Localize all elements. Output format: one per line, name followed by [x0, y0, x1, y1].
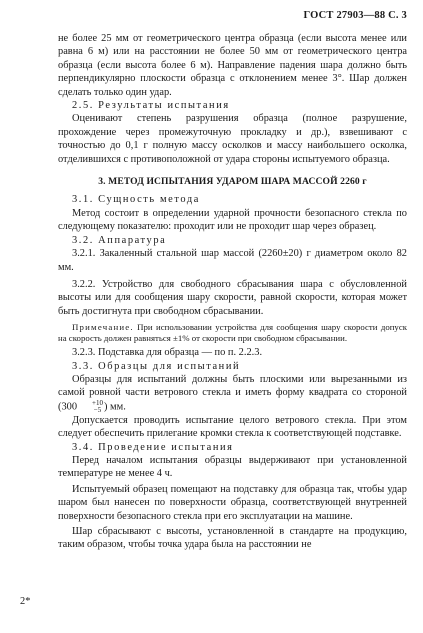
paragraph-3-3-c: Допускается проводить испытание целого ветрового стекла. При этом следует обеспечить прилегание кромки стекла к соответствующей подставке. — [58, 414, 407, 440]
section-3-title: 3. МЕТОД ИСПЫТАНИЯ УДАРОМ ШАРА МАССОЙ 2260 г — [98, 176, 367, 188]
heading-3-4: 3.4. Проведение испытания — [72, 441, 234, 453]
paragraph-2-5: Оценивают степень разрушения образца (полное разрушение, прохождение через промежуточную прокладку и др.), взвешивают с точностью до 0,1 г полную массу осколков и массу наибольшего осколка, отделившихся с противоположной от удара стороны испытуемого образца. — [58, 113, 407, 165]
paragraph-3-2-2: 3.2.2. Устройство для свободного сбрасывания шара с обусловленной высоты или для сообщения шару скорости, равной скорости, которая может быть достигнута при свободном сбрасывании. — [58, 278, 407, 317]
note — [58, 322, 407, 344]
paragraph-3-3-text: Образцы для испытаний должны быть плоскими или вырезанными из самой ровной части ветрового стекла и иметь форму квадрата со стороной (300 — [58, 373, 407, 413]
paragraph-3-2-3: 3.2.3. Подставка для образца — по п. 2.2.3. — [72, 347, 263, 359]
note-text: При использовании устройства для сообщения шару скорости допуск на скорость должен равняться ±1% от скорости при свободном сбрасывании. — [58, 322, 407, 344]
heading-3-2: 3.2. Аппаратура — [72, 234, 167, 246]
tolerance-lower: −5 — [93, 405, 102, 414]
paragraph-3-4-a: Перед началом испытания образцы выдерживают при установленной температуре не менее 4 ч. — [58, 454, 407, 480]
paragraph-3-3-unit: ) мм. — [104, 401, 126, 413]
paragraph-3-4-b: Испытуемый образец помещают на подставку для образца так, чтобы удар шаром был нанесен по поверхности образца, соответствующей внутренней поверхности безопасного стекла при его эксплуатации на машине. — [58, 483, 407, 522]
heading-2-5: 2.5. Результаты испытания — [72, 100, 230, 112]
heading-3-1: 3.1. Сущность метода — [72, 194, 200, 206]
tolerance — [78, 400, 103, 414]
paragraph-continued: не более 25 мм от геометрического центра образца (если высота менее или равна 6 м) или на расстоянии не более 50 мм от геометрического центра образца (если высота более 6 м). Направление падения шара должно быть перпендикулярно плоскости образца с отклонением менее 3°. Шар должен сделать только один удар. — [58, 33, 407, 98]
paragraph-3-3 — [58, 373, 407, 414]
paragraph-3-2-1: 3.2.1. Закаленный стальной шар массой (2260±20) г диаметром около 82 мм. — [58, 248, 407, 273]
page-header: ГОСТ 27903—88 С. 3 — [303, 10, 407, 21]
page-body — [58, 32, 407, 552]
tolerance-upper: +10 — [92, 398, 103, 407]
paragraph-3-1: Метод состоит в определении ударной прочности безопасного стекла по следующему показателю: проходит или не проходит шар через образец. — [58, 207, 407, 233]
note-label: Примечание. — [72, 322, 134, 333]
heading-3-3: 3.3. Образцы для испытаний — [72, 360, 241, 372]
paragraph-3-4-c: Шар сбрасывают с высоты, установленной в стандарте на продукцию, таким образом, чтобы точка удара была на расстоянии не — [58, 526, 407, 551]
page-footer: 2* — [20, 596, 31, 607]
